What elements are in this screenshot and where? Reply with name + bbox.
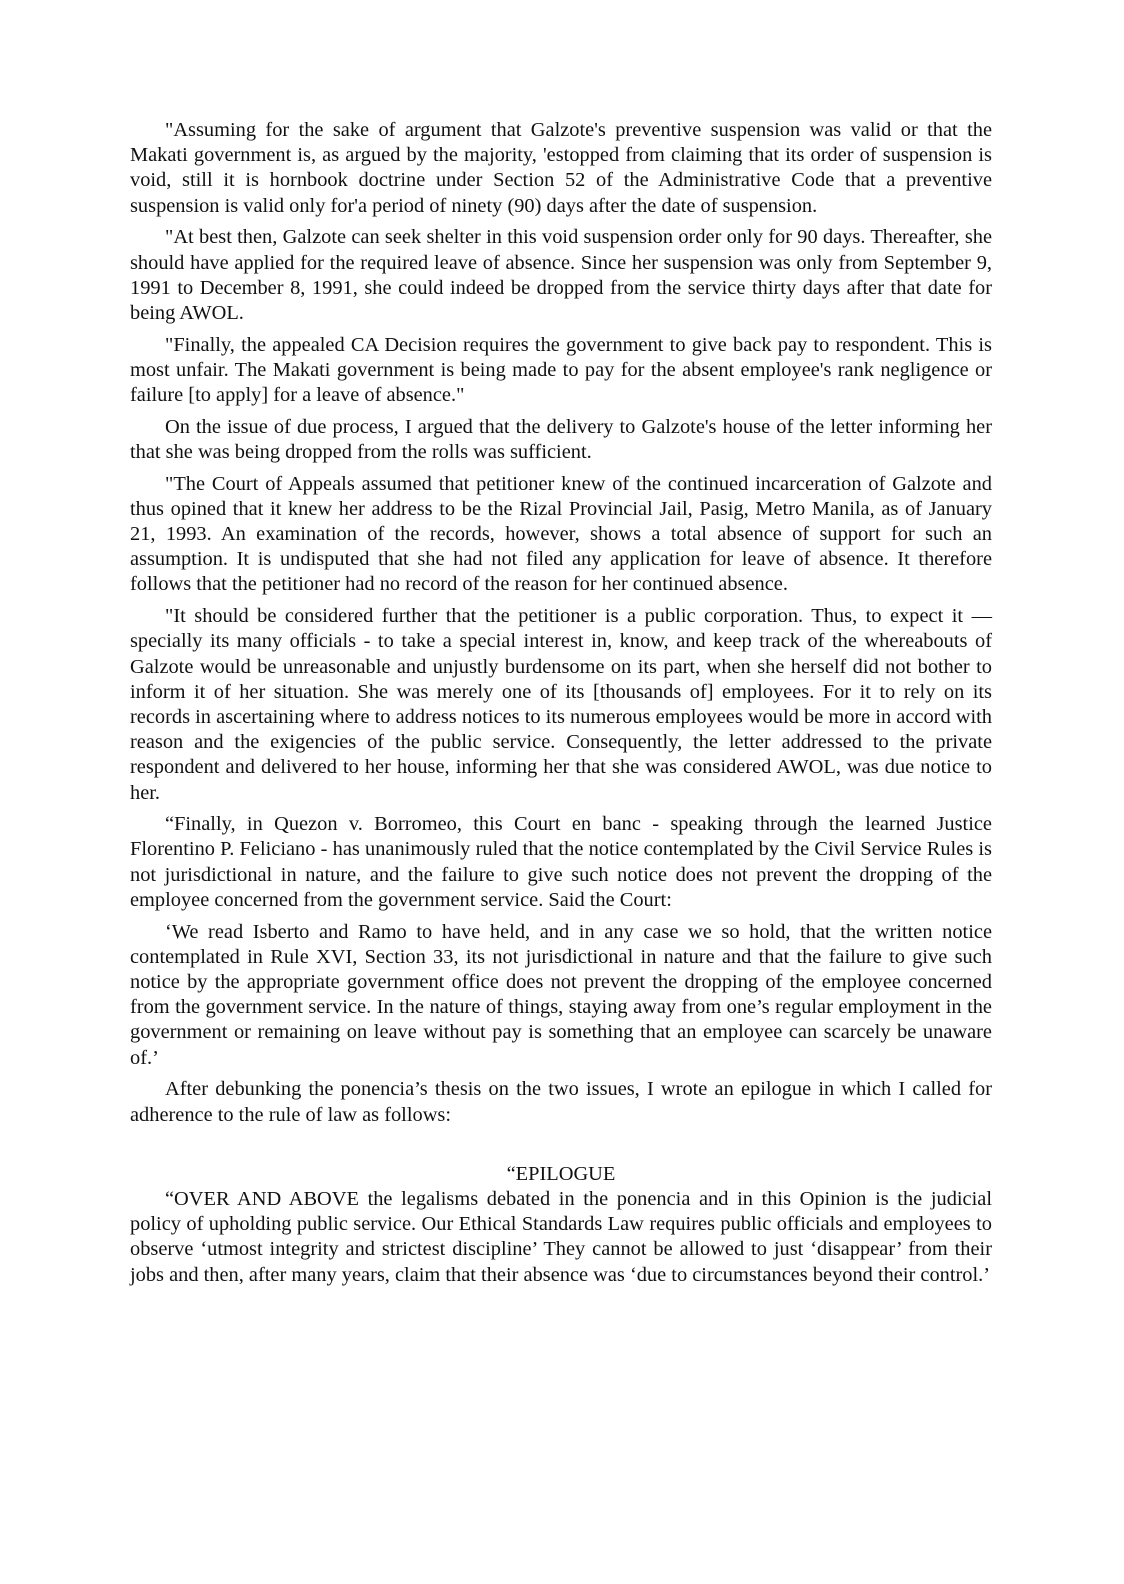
- paragraph-epilogue-body: “OVER AND ABOVE the legalisms debated in the ponencia and in this Opinion is the judicial policy of upholding public service. Our Ethical Standards Law requires public officials and employees to observe ‘utmost integrity and strictest discipline’ They cannot be allowed to just ‘disappear’ from their jobs and then, after many years, claim that their absence was ‘due to circumstances beyond their control.’: [130, 1187, 992, 1286]
- paragraph-quoted-ruling: ‘We read Isberto and Ramo to have held, and in any case we so hold, that the written notice contemplated in Rule XVI, Section 33, its not jurisdictional in nature and that the failure to give such notice by the appropriate government office does not prevent the dropping of the employee concerned from the government service. In the nature of things, staying away from one’s regular employment in the government or remaining on leave without pay is something that an employee can scarcely be unaware of.’: [130, 920, 992, 1069]
- paragraph-epilogue-intro: After debunking the ponencia’s thesis on the two issues, I wrote an epilogue in which I called for adherence to the rule of law as follows:: [130, 1078, 992, 1126]
- paragraph-ninety-days: "At best then, Galzote can seek shelter in this void suspension order only for 90 days. Thereafter, she should have applied for the required leave of absence. Since her suspension was only from September 9, 1991 to December 8, 1991, she could indeed be dropped from the service thirty days after that date for being AWOL.: [130, 226, 992, 324]
- paragraph-back-pay: "Finally, the appealed CA Decision requires the government to give back pay to respondent. This is most unfair. The Makati government is being made to pay for the absent employee's rank negligence or failure [to apply] for a leave of absence.": [130, 333, 992, 407]
- epilogue-heading: “EPILOGUE: [506, 1162, 616, 1185]
- paragraph-court-of-appeals: "The Court of Appeals assumed that petitioner knew of the continued incarceration of Galzote and thus opined that it knew her address to be the Rizal Provincial Jail, Pasig, Metro Manila, as of January 21, 1993. An examination of the records, however, shows a total absence of support for such an assumption. It is undisputed that she had not filed any application for leave of absence. It therefore follows that the petitioner had no record of the reason for her continued absence.: [130, 472, 992, 596]
- document-page: [130, 118, 992, 1294]
- paragraph-public-corporation: "It should be considered further that the petitioner is a public corporation. Thus, to expect it — specially its many officials - to take a special interest in, know, and keep track of the whereabouts of Galzote would be unreasonable and unjustly burdensome on its part, when she herself did not bother to inform it of her situation. She was merely one of its [thousands of] employees. For it to rely on its records in ascertaining where to address notices to its numerous employees would be more in accord with reason and the exigencies of the public service. Consequently, the letter addressed to the private respondent and delivered to her house, informing her that she was considered AWOL, was due notice to her.: [130, 605, 992, 804]
- paragraph-quezon-v-borromeo: “Finally, in Quezon v. Borromeo, this Court en banc - speaking through the learned Justice Florentino P. Feliciano - has unanimously ruled that the notice contemplated by the Civil Service Rules is not jurisdictional in nature, and the failure to give such notice does not prevent the dropping of the employee concerned from the government service. Said the Court:: [130, 813, 992, 911]
- paragraph-suspension-argument: "Assuming for the sake of argument that Galzote's preventive suspension was valid or that the Makati government is, as argued by the majority, 'estopped from claiming that its order of suspension is void, still it is hornbook doctrine under Section 52 of the Administrative Code that a preventive suspension is valid only for'a period of ninety (90) days after the date of suspension.: [130, 119, 992, 217]
- paragraph-due-process: On the issue of due process, I argued that the delivery to Galzote's house of the letter informing her that she was being dropped from the rolls was sufficient.: [130, 415, 992, 463]
